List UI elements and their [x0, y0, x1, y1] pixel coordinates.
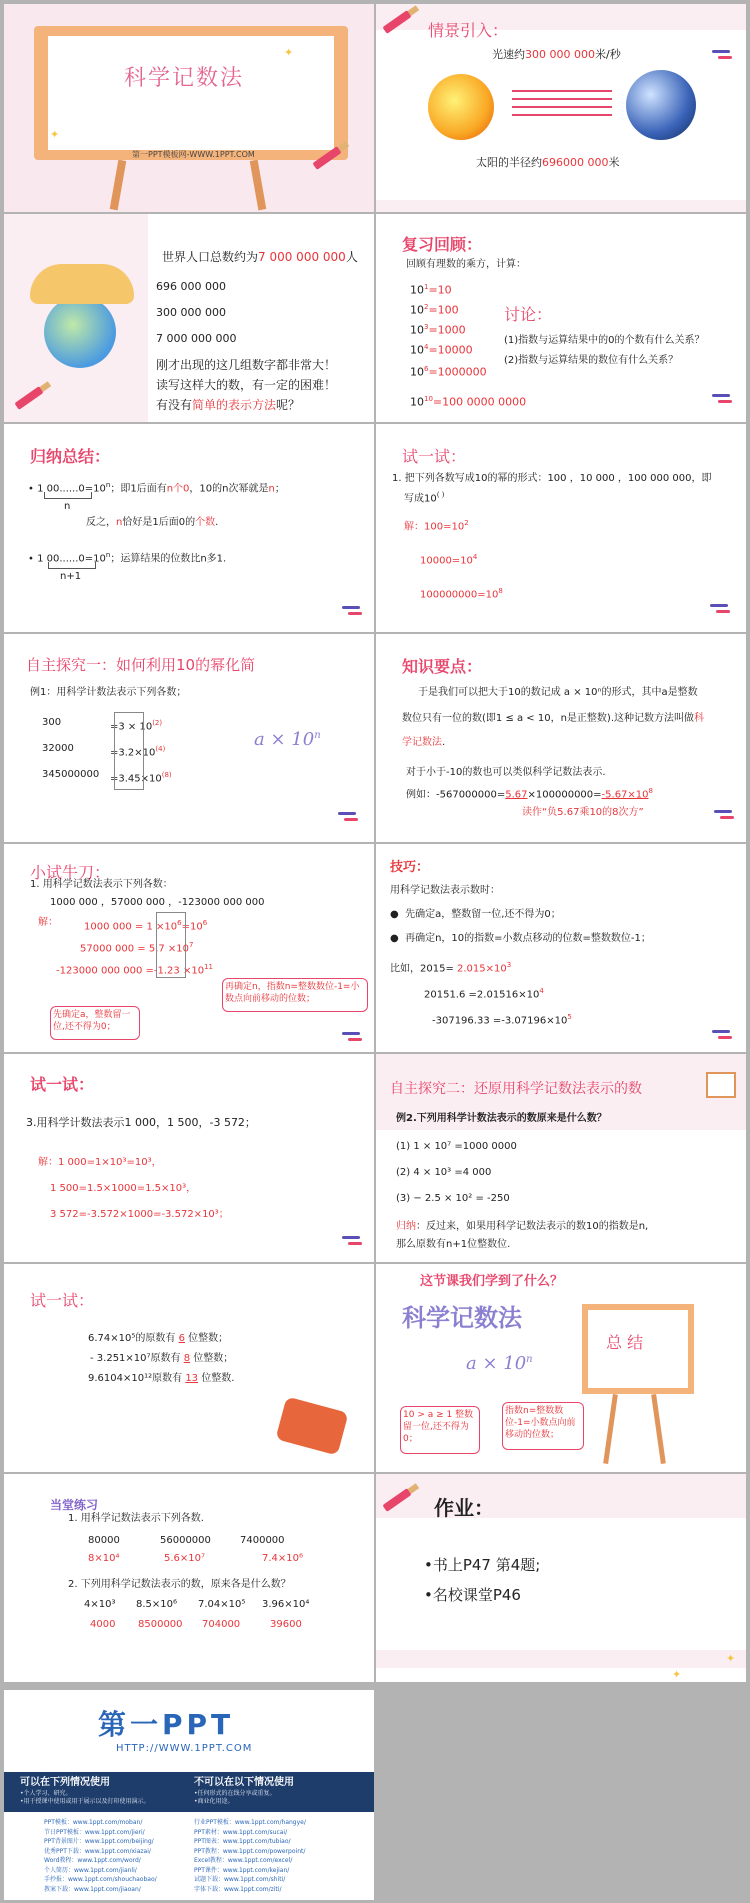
allowed-b: •用于授课中使用或用于展示以及打印使用演示。 [20, 1798, 150, 1805]
row-3: (3) − 2.5 × 10² = -250 [396, 1193, 510, 1204]
slide-scenario [376, 4, 746, 212]
b-1: 4000 [90, 1619, 116, 1630]
easel-leg-left [110, 160, 127, 211]
summary-1: 归纳：反过来，如果用科学记数法表示的数10的指数是n, [396, 1221, 649, 1232]
credit-link[interactable]: Word教程：www.1ppt.com/word/ [44, 1857, 141, 1864]
slide-title [4, 4, 374, 212]
n-label: n [64, 501, 71, 512]
slide-heading: 自主探究一：如何利用10的幂化简 [26, 656, 256, 674]
slide-heading: 试一试： [30, 1075, 95, 1094]
power-row: $10^{10}=100$ 0000 0000 [410, 395, 527, 409]
page-title: 科学记数法 [124, 66, 245, 91]
formula: $a \times 10^n$ [254, 729, 321, 750]
rule-line-2: 反之，n恰好是1后面0的个数. [86, 517, 219, 528]
reading-text: 读作“负5.67乘10的8次方” [522, 807, 644, 818]
num-3: 7400000 [240, 1535, 285, 1546]
m-3: 7.04×10⁵ [198, 1599, 246, 1610]
credit-link[interactable]: PPT课件：www.1ppt.com/kejian/ [194, 1866, 290, 1874]
q2: 2. 下列用科学记数法表示的数，原来各是什么数？ [68, 1579, 291, 1590]
intro-text: 用科学记数法表示数时： [390, 885, 500, 896]
homework-1: •书上P47 第4题; [424, 1556, 541, 1574]
decor-lines [712, 394, 734, 404]
credit-link[interactable]: PPT背景图片：www.1ppt.com/beijing/ [44, 1838, 154, 1845]
sun-radius: 太阳的半径约696000 000米 [476, 156, 620, 169]
line-2: - 3.251×10⁷原数有 8 位整数； [90, 1353, 234, 1364]
children-image [30, 264, 134, 304]
slide-population [4, 214, 374, 422]
board-text: 总 结 [606, 1333, 644, 1352]
row-2: (2) 4 × 10³ =4 000 [396, 1167, 492, 1178]
decor-lines [712, 50, 734, 60]
slide-explore-2 [376, 1054, 746, 1262]
credit-link[interactable]: 行业PPT模板：www.1ppt.com/hangye/ [194, 1819, 306, 1826]
slide-try-1 [376, 424, 746, 632]
slide-heading: 归纳总结： [30, 447, 111, 466]
slide-summary [4, 424, 374, 632]
answer-label: 解： [38, 917, 58, 928]
para-2: 读写这样大的数，有一定的困难！ [156, 378, 337, 392]
answer-1: 解：1 000=1×10³=10³， [38, 1157, 162, 1168]
forbidden-b: •商业化用途。 [194, 1798, 234, 1805]
num-1: 80000 [88, 1535, 120, 1546]
row-1: 1000 $000 = 1 \times 10^6=10^6$ [84, 919, 208, 933]
row-right: $=3 \times 10^{(2)}$ [110, 719, 163, 733]
example-1: 比如，$2015= 2.015\times 10^3$ [390, 961, 512, 975]
note-1: 10 > a ≥ 1 整数留一位,还不得为0； [400, 1406, 480, 1454]
credit-link[interactable]: 优秀PPT下载：www.1ppt.com/xiazai/ [44, 1847, 151, 1855]
slide-heading: 作业： [434, 1496, 494, 1520]
b-3: 704000 [202, 1619, 241, 1630]
line-3: 9.6104×10¹²原数有 13 位整数. [88, 1373, 235, 1384]
forbidden-title: 不可以在以下情况使用 [194, 1777, 294, 1788]
question-1: (1)指数与运算结果中的0的个数有什么关系？ [504, 335, 705, 346]
slide-heading: 技巧： [390, 860, 430, 875]
brace [44, 492, 92, 499]
right-links [194, 1818, 364, 1894]
question-2: (2)指数与运算结果的数位有什么关系？ [504, 355, 679, 366]
star-icon: ✦ [726, 1652, 736, 1665]
top-band [376, 1474, 746, 1518]
row-2: 57000 $000 = 5.7 \times 10^7$ [80, 941, 194, 955]
row-right: $=3.2\times 10^{(4)}$ [110, 745, 166, 759]
line-1: 6.74×10⁵的原数有 6 位整数； [88, 1333, 229, 1344]
slide-practice [4, 844, 374, 1052]
banner-text: 这节课我们学到了什么？ [420, 1274, 564, 1289]
population-line: 世界人口总数约为7 000 000 000人 [162, 250, 358, 264]
sun-image [428, 74, 494, 140]
numbers: 1000 000 ，57000 000 ，-123000 000 000 [50, 897, 265, 908]
note-n: 再确定n，指数n=整数数位-1=小数点向前移动的位数； [222, 978, 368, 1012]
brace [48, 562, 96, 569]
number-1: 696 000 000 [156, 280, 226, 293]
credit-link[interactable]: 试题下载：www.1ppt.com/shiti/ [194, 1876, 286, 1883]
question-text-2: 写成10( ) [404, 491, 445, 505]
slide-class-exercise [4, 1474, 374, 1682]
credit-link[interactable]: 字体下载：www.1ppt.com/ziti/ [194, 1885, 282, 1893]
decor-lines [342, 606, 364, 616]
easel-icon [706, 1072, 736, 1098]
decor-lines [342, 1032, 364, 1042]
example-line: 例如：$-567000000=5.67\times 100000000=-5.67\times 10^8$ [406, 787, 653, 801]
footer-text: 第一PPT模板网-WWW.1PPT.COM [132, 150, 255, 159]
a-box [156, 912, 186, 978]
slide-try-digits [4, 1264, 374, 1472]
row-left: 32000 [42, 743, 74, 754]
example-text: 例1：用科学计数法表示下列各数； [30, 687, 187, 698]
star-icon: ✦ [672, 1668, 682, 1681]
credit-link[interactable]: 手抄报：www.1ppt.com/shouchaobao/ [44, 1876, 157, 1883]
star-icon: ✦ [50, 128, 60, 141]
note-2: 指数n=整数数位-1=小数点向前移动的位数； [502, 1402, 584, 1450]
answer-2: 1 500=1.5×1000=1.5×10³， [50, 1183, 197, 1194]
easel-leg [603, 1394, 618, 1464]
ans-3: 7.4×10⁶ [262, 1553, 304, 1564]
star-icon: ✦ [284, 46, 294, 59]
bullet-2: ● 再确定n，10的指数=小数点移动的位数=整数数位-1； [390, 933, 651, 944]
easel-leg [651, 1394, 666, 1464]
slide-key-points [376, 634, 746, 842]
slide-heading: 复习回顾： [402, 235, 483, 254]
q1: 1. 用科学记数法表示下列各数. [68, 1513, 204, 1524]
discussion-label: 讨论： [504, 305, 553, 324]
question-text: 1. 用科学记数法表示下列各数： [30, 879, 173, 890]
power-row: $10^4=10000$ [410, 343, 473, 357]
para-3: 学记数法. [402, 737, 446, 748]
example-3: $-307196.33 =-3.07196\times 10^5$ [432, 1013, 572, 1027]
ans-1: 8×10⁴ [88, 1553, 120, 1564]
question-text: 1. 把下列各数写成10的幂的形式：100 ，10 000 ，100 000 000，即 [392, 473, 712, 484]
easel-leg-right [250, 160, 267, 211]
answer-1: 解：$100=10^2$ [404, 519, 469, 533]
credit-link[interactable]: PPT素材：www.1ppt.com/sucai/ [194, 1828, 288, 1836]
num-2: 56000000 [160, 1535, 211, 1546]
m-4: 3.96×10⁴ [262, 1599, 310, 1610]
number-2: 300 000 000 [156, 306, 226, 319]
summary-2: 那么原数有n+1位整数位. [396, 1239, 511, 1250]
power-row: $10^3=1000$ [410, 323, 466, 337]
para-2: 数位只有一位的数(即1 ≤ a < 10，n是正整数).这种记数方法叫做科 [402, 713, 705, 724]
formula: $a \times 10^n$ [466, 1353, 533, 1374]
bottom-band [376, 200, 746, 212]
row-1: (1) 1 × 10⁷ =1000 0000 [396, 1141, 517, 1152]
power-row: $10^6=1000000$ [410, 365, 487, 379]
ans-2: 5.6×10⁷ [164, 1553, 206, 1564]
scroll-quill-icon [275, 1396, 348, 1455]
slide-heading: 试一试： [30, 1291, 95, 1310]
allowed-a: •个人学习、研究。 [20, 1790, 72, 1797]
para-4: 对于小于-10的数也可以类似科学记数法表示. [406, 767, 606, 778]
decor-lines [338, 812, 360, 822]
credit-link[interactable]: 个人简历：www.1ppt.com/jianli/ [44, 1866, 137, 1874]
n-plus-1-label: n+1 [60, 571, 82, 582]
row-left: 300 [42, 717, 62, 728]
slide-heading: 当堂练习 [50, 1498, 99, 1512]
m-1: 4×10³ [84, 1599, 116, 1610]
para-3: 有没有简单的表示方法呢？ [156, 398, 301, 412]
example-2: $20151.6 =2.01516\times 10^4$ [424, 987, 544, 1001]
row-3: -123000 000 $000 =-1.23 \times 10^{11}$ [56, 963, 213, 977]
slide-credits [4, 1690, 374, 1900]
brand-logo: 第一PPT [98, 1708, 235, 1741]
left-links [44, 1818, 194, 1894]
note-a: 先确定a，整数留一位,还不得为0； [50, 1006, 140, 1040]
credit-link[interactable]: 教案下载：www.1ppt.com/jiaoan/ [44, 1885, 141, 1893]
answer-3: $100000000=10^8$ [420, 587, 503, 601]
number-3: 7 000 000 000 [156, 332, 237, 345]
slide-review [376, 214, 746, 422]
slide-homework [376, 1474, 746, 1682]
homework-2: •名校课堂P46 [424, 1586, 521, 1604]
question-text: 例2.下列用科学计数法表示的数原来是什么数？ [396, 1113, 607, 1124]
credit-link[interactable]: Excel教程：www.1ppt.com/excel/ [194, 1857, 293, 1864]
decor-lines [714, 810, 736, 820]
m-2: 8.5×10⁶ [136, 1599, 178, 1610]
earth-image [626, 70, 696, 140]
forbidden-a: •任何形式的在线分享或重复。 [194, 1790, 276, 1797]
slide-heading: 情景引入： [428, 21, 509, 40]
slide-heading: 知识要点： [402, 657, 483, 676]
b-2: 8500000 [138, 1619, 183, 1630]
question-text: 3.用科学计数法表示1 000，1 500，-3 572； [26, 1116, 256, 1129]
bullet-1: ● 先确定a，整数留一位,还不得为0； [390, 909, 561, 920]
big-title: 科学记数法 [402, 1304, 522, 1332]
row-left: 345000000 [42, 769, 100, 780]
b-4: 39600 [270, 1619, 302, 1630]
globe-image [44, 296, 116, 368]
slide-try-3 [4, 1054, 374, 1262]
decor-lines [710, 604, 732, 614]
slide-heading: 小试牛刀： [30, 863, 111, 882]
arrows [512, 84, 612, 134]
light-speed: 光速约300 000 000米/秒 [492, 48, 621, 61]
para-1: 刚才出现的这几组数字都非常大！ [156, 358, 337, 372]
power-row: $10^1=10$ [410, 283, 452, 297]
rule-line-1: • 1 $00......0=10^n$；即1后面有n个0，10的n次幂就是n； [28, 481, 285, 495]
rule-line-3: • 1 $00......0=10^n$；运算结果的位数比n多1. [28, 551, 227, 565]
slide-heading: 自主探究二：还原用科学记数法表示的数 [390, 1081, 642, 1097]
credit-link[interactable]: 节日PPT模板：www.1ppt.com/jieri/ [44, 1828, 145, 1836]
para-1: 于是我们可以把大于10的数记成 a × 10ⁿ的形式，其中a是整数 [418, 687, 698, 698]
highlight-box [114, 712, 144, 790]
slide-tips [376, 844, 746, 1052]
row-right: $=3.45\times 10^{(8)}$ [110, 771, 172, 785]
bottom-band [376, 1650, 746, 1668]
slide-recap [376, 1264, 746, 1472]
decor-lines [712, 1030, 734, 1040]
answer-2: $10000=10^4$ [420, 553, 478, 567]
answer-3: 3 572=-3.572×1000=-3.572×10³； [50, 1209, 229, 1220]
brand-url: HTTP://WWW.1PPT.COM [116, 1743, 253, 1754]
intro-text: 回顾有理数的乘方，计算： [406, 259, 526, 270]
allowed-title: 可以在下列情况使用 [20, 1777, 110, 1788]
power-row: $10^2=100$ [410, 303, 459, 317]
credit-link[interactable]: PPT教程：www.1ppt.com/powerpoint/ [194, 1847, 306, 1855]
slide-heading: 试一试： [402, 447, 467, 466]
credit-link[interactable]: PPT图表：www.1ppt.com/tubiao/ [194, 1838, 291, 1845]
slide-explore-1 [4, 634, 374, 842]
decor-lines [342, 1236, 364, 1246]
credit-link[interactable]: PPT模板：www.1ppt.com/moban/ [44, 1819, 143, 1826]
